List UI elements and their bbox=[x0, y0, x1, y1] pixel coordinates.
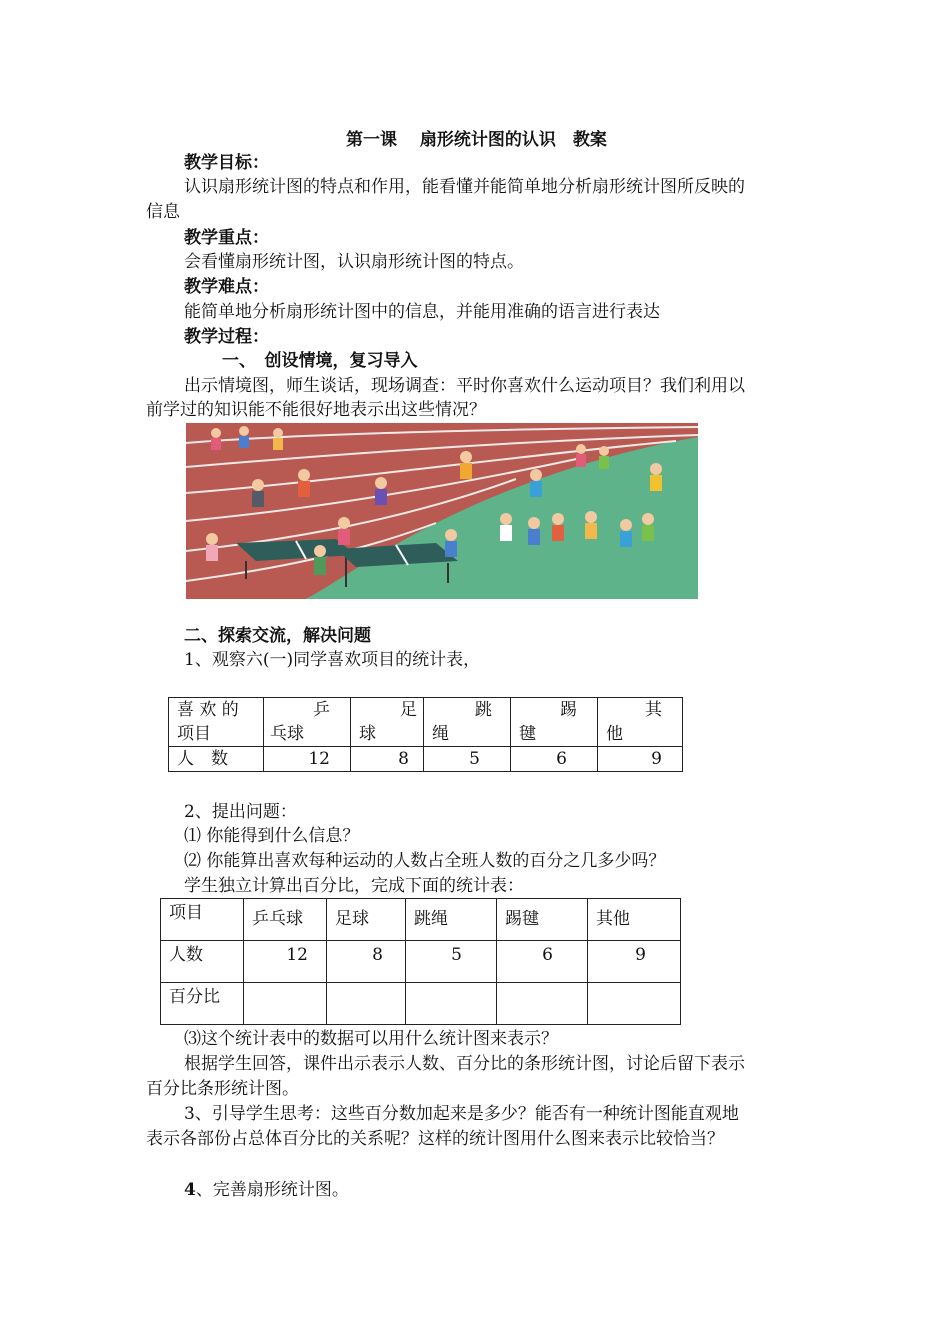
cell-text: 他 bbox=[606, 724, 623, 744]
table-cell bbox=[598, 698, 683, 747]
table-cell: 其他 bbox=[588, 899, 681, 941]
step2-heading: 二、探索交流，解决问题 bbox=[184, 626, 371, 646]
table-cell: 6 bbox=[497, 941, 588, 983]
table-row bbox=[161, 983, 681, 1025]
cell-text: 项目 bbox=[177, 724, 211, 744]
page-title: 第一课 扇形统计图的认识 教案 bbox=[346, 130, 607, 150]
favorite-sports-table bbox=[168, 697, 683, 772]
question-3: ⑶这个统计表中的数据可以用什么统计图来表示？ bbox=[184, 1029, 558, 1049]
table-cell: 足球 bbox=[327, 899, 406, 941]
item3-text-line2: 表示各部份占总体百分比的关系呢？这样的统计图用什么图来表示比较恰当？ bbox=[146, 1129, 724, 1149]
key-heading: 教学重点： bbox=[184, 228, 269, 248]
difficulty-text: 能简单地分析扇形统计图中的信息，并能用准确的语言进行表达 bbox=[184, 302, 660, 322]
table-cell: 5 bbox=[406, 941, 497, 983]
answer-text-line2: 百分比条形统计图。 bbox=[146, 1079, 299, 1099]
table-cell: 百分比 bbox=[161, 983, 244, 1025]
answer-text-line1: 根据学生回答，课件出示表示人数、百分比的条形统计图，讨论后留下表示 bbox=[184, 1054, 745, 1074]
question-1: ⑴ 你能得到什么信息？ bbox=[184, 826, 360, 846]
item4-label: 、完善扇形统计图。 bbox=[195, 1180, 349, 1200]
table-cell bbox=[424, 698, 511, 747]
table-cell bbox=[327, 983, 406, 1025]
table-cell: 12 bbox=[264, 747, 351, 772]
calc-instruction: 学生独立计算出百分比，完成下面的统计表： bbox=[184, 876, 524, 896]
cell-text: 跳 bbox=[475, 700, 492, 720]
table-cell: 9 bbox=[598, 747, 683, 772]
process-heading: 教学过程： bbox=[184, 327, 269, 347]
table-cell bbox=[497, 983, 588, 1025]
table-row bbox=[161, 899, 681, 941]
cell-text: 乒 bbox=[313, 700, 330, 720]
table-cell bbox=[511, 698, 598, 747]
cell-text: 喜 欢 的 bbox=[177, 700, 239, 720]
goal-text-line2: 信息 bbox=[146, 202, 180, 222]
cell-text: 足 bbox=[400, 700, 417, 720]
cell-text: 球 bbox=[359, 724, 376, 744]
step2-item2: 2、提出问题： bbox=[184, 802, 297, 822]
goal-text-line1: 认识扇形统计图的特点和作用，能看懂并能简单地分析扇形统计图所反映的 bbox=[184, 177, 745, 197]
item4-number: 4 bbox=[184, 1180, 196, 1200]
step2-item1: 1、观察六(一)同学喜欢项目的统计表， bbox=[184, 650, 481, 670]
table-cell: 6 bbox=[511, 747, 598, 772]
table-cell: 项目 bbox=[161, 899, 244, 941]
table-cell: 12 bbox=[244, 941, 327, 983]
step1-text-line2: 前学过的知识能不能很好地表示出这些情况？ bbox=[146, 400, 486, 420]
step1-text-line1: 出示情境图，师生谈话，现场调查：平时你喜欢什么运动项目？我们利用以 bbox=[184, 376, 745, 396]
cell-text: 其 bbox=[645, 700, 662, 720]
table-cell: 乒乓球 bbox=[244, 899, 327, 941]
cell-text: 绳 bbox=[432, 724, 449, 744]
table-cell: 9 bbox=[588, 941, 681, 983]
table-cell bbox=[588, 983, 681, 1025]
table-cell: 跳绳 bbox=[406, 899, 497, 941]
table-cell: 8 bbox=[351, 747, 424, 772]
table-cell bbox=[244, 983, 327, 1025]
key-text: 会看懂扇形统计图，认识扇形统计图的特点。 bbox=[184, 252, 524, 272]
percentage-table bbox=[160, 898, 681, 1025]
table-cell: 踢毽 bbox=[497, 899, 588, 941]
table-cell: 8 bbox=[327, 941, 406, 983]
table-cell: 人 数 bbox=[169, 747, 264, 772]
table-row bbox=[169, 698, 683, 747]
item4-text bbox=[184, 1178, 349, 1202]
table-cell bbox=[351, 698, 424, 747]
cell-text: 乓球 bbox=[270, 724, 304, 744]
cell-text: 毽 bbox=[519, 724, 536, 744]
table-cell: 人数 bbox=[161, 941, 244, 983]
table-cell bbox=[406, 983, 497, 1025]
goal-heading: 教学目标： bbox=[184, 153, 269, 173]
table-row bbox=[169, 747, 683, 772]
difficulty-heading: 教学难点： bbox=[184, 277, 269, 297]
question-2: ⑵ 你能算出喜欢每种运动的人数占全班人数的百分之几多少吗？ bbox=[184, 851, 666, 871]
cell-text: 踢 bbox=[560, 700, 577, 720]
table-row bbox=[161, 941, 681, 983]
table-cell bbox=[169, 698, 264, 747]
item3-text-line1: 3、引导学生思考：这些百分数加起来是多少？能否有一种统计图能直观地 bbox=[184, 1104, 739, 1124]
step1-heading: 一、 创设情境，复习导入 bbox=[222, 351, 418, 371]
table-cell bbox=[264, 698, 351, 747]
sports-field-illustration bbox=[186, 423, 698, 599]
table-cell: 5 bbox=[424, 747, 511, 772]
